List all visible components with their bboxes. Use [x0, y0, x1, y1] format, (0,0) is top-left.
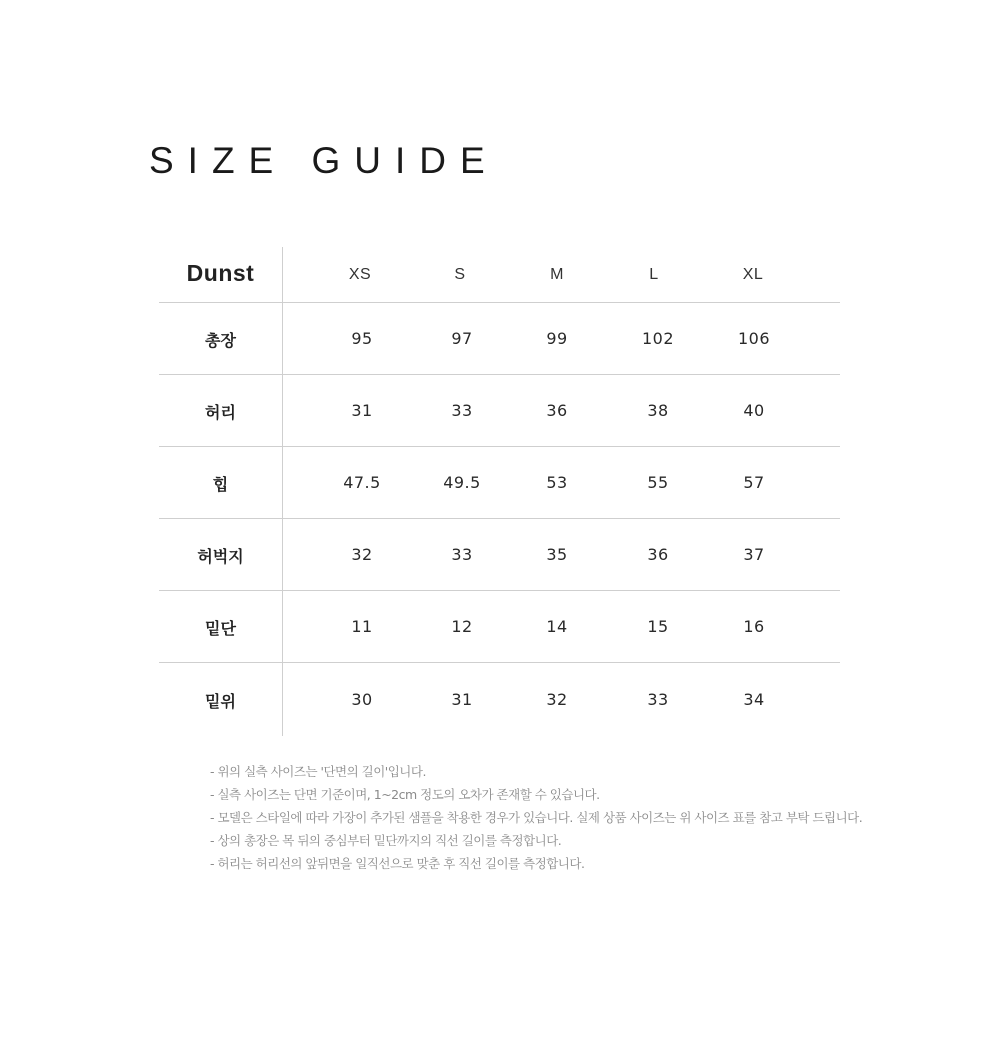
- page-title: SIZE GUIDE: [149, 140, 499, 181]
- table-cell: 47.5: [343, 473, 381, 492]
- table-cell: 38: [647, 401, 669, 420]
- size-header-xl: XL: [742, 265, 764, 283]
- table-cell: 102: [641, 329, 675, 348]
- note-item: - 모델은 스타일에 따라 가장이 추가된 샘플을 착용한 경우가 있습니다. 실제 상품 사이즈는 위 사이즈 표를 참고 부탁 드립니다.: [210, 810, 863, 825]
- table-row: [159, 591, 840, 663]
- row-label: 밑단: [159, 591, 283, 662]
- table-cell: 99: [546, 329, 568, 348]
- table-cell: 35: [546, 545, 568, 564]
- table-row: [159, 519, 840, 591]
- table-cell: 49.5: [443, 473, 481, 492]
- note-item: - 위의 실측 사이즈는 '단면의 길이'입니다.: [210, 764, 426, 779]
- table-cell: 36: [647, 545, 669, 564]
- size-header-xs: XS: [348, 265, 372, 283]
- table-cell: 14: [546, 617, 568, 636]
- table-cell: 53: [546, 473, 568, 492]
- size-table: [159, 247, 840, 736]
- table-cell: 16: [743, 617, 765, 636]
- table-cell: 33: [647, 690, 669, 709]
- table-cell: 31: [351, 401, 373, 420]
- row-label: 힙: [159, 447, 283, 518]
- row-label: 허리: [159, 375, 283, 446]
- table-cell: 40: [743, 401, 765, 420]
- table-row: [159, 447, 840, 519]
- table-row: [159, 663, 840, 736]
- size-header-m: M: [550, 265, 564, 283]
- table-cell: 34: [743, 690, 765, 709]
- table-cell: 33: [451, 545, 473, 564]
- note-item: - 허리는 허리선의 앞뒤면을 일직선으로 맞춘 후 직선 길이를 측정합니다.: [210, 856, 585, 871]
- size-header-l: L: [649, 265, 659, 283]
- brand-label: Dunst: [159, 247, 283, 302]
- size-notes: [210, 762, 862, 877]
- table-cell: 55: [647, 473, 669, 492]
- table-cell: 97: [451, 329, 473, 348]
- table-cell: 57: [743, 473, 765, 492]
- table-cell: 33: [451, 401, 473, 420]
- table-cell: 32: [351, 545, 373, 564]
- table-row: [159, 375, 840, 447]
- size-header-s: S: [454, 265, 466, 283]
- table-cell: 32: [546, 690, 568, 709]
- row-label: 총장: [159, 303, 283, 374]
- table-row: [159, 303, 840, 375]
- table-cell: 31: [451, 690, 473, 709]
- row-label: 밑위: [159, 663, 283, 736]
- table-cell: 95: [351, 329, 373, 348]
- table-header-row: [159, 247, 840, 303]
- table-cell: 12: [451, 617, 473, 636]
- table-cell: 11: [351, 617, 373, 636]
- table-cell: 37: [743, 545, 765, 564]
- table-cell: 106: [737, 329, 771, 348]
- row-label: 허벅지: [159, 519, 283, 590]
- note-item: - 상의 총장은 목 뒤의 중심부터 밑단까지의 직선 길이를 측정합니다.: [210, 833, 562, 848]
- note-item: - 실측 사이즈는 단면 기준이며, 1~2cm 정도의 오차가 존재할 수 있습니다.: [210, 787, 600, 802]
- table-cell: 15: [647, 617, 669, 636]
- table-cell: 36: [546, 401, 568, 420]
- table-cell: 30: [351, 690, 373, 709]
